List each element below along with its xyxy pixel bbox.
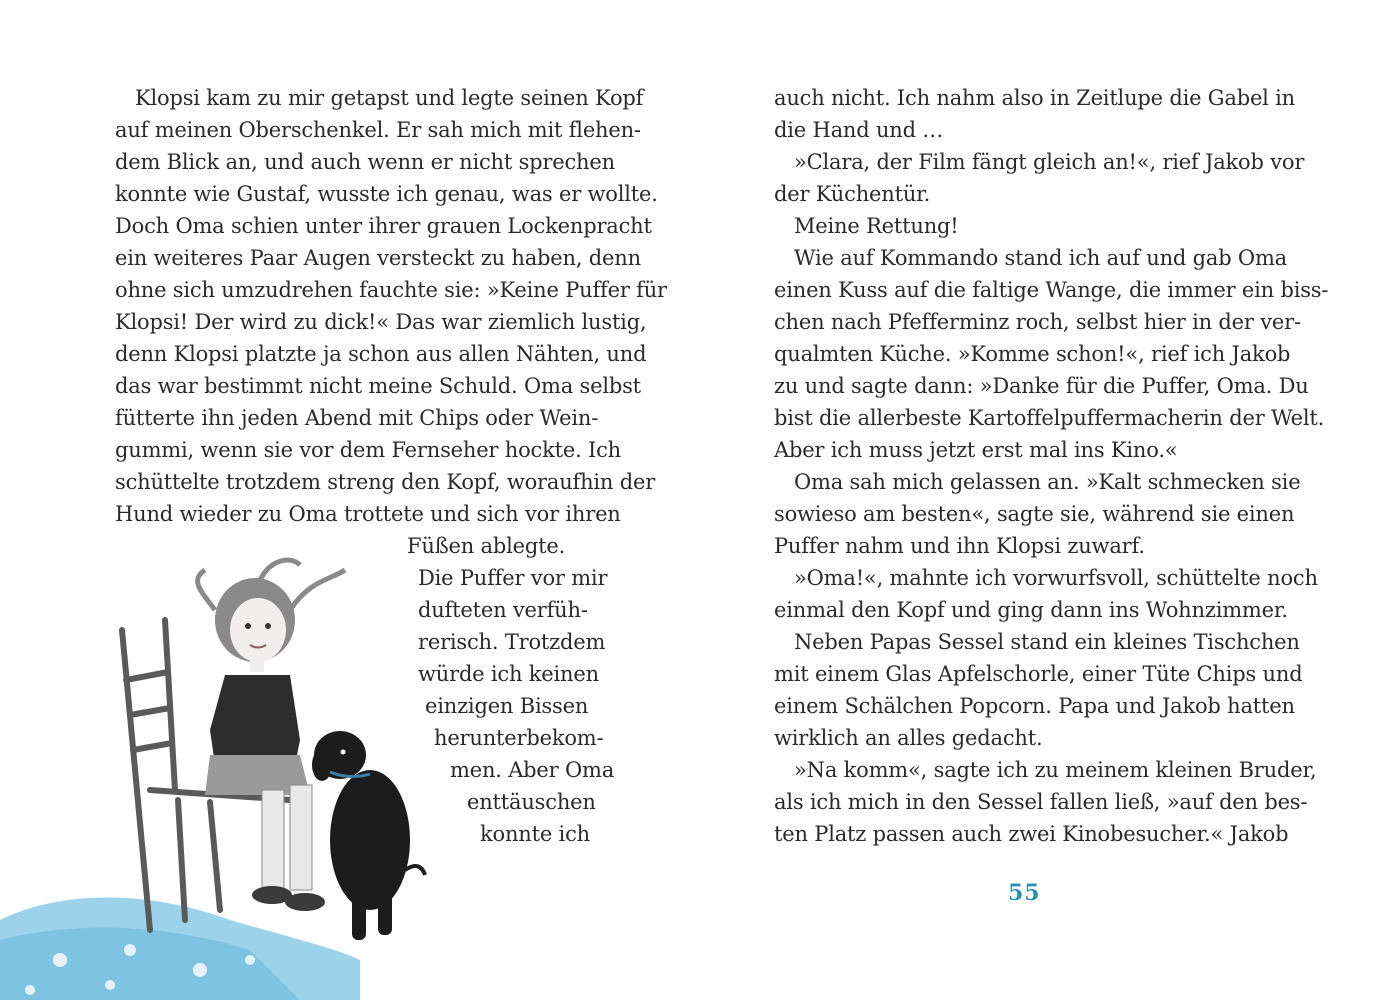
text-line: schüttelte trotzdem streng den Kopf, woraufhin der [115,470,656,494]
girl-with-dog-illustration [0,540,440,1000]
text-line: einmal den Kopf und ging dann ins Wohnzimmer. [774,598,1288,622]
text-line: Klopsi kam zu mir getapst und legte seinen Kopf [135,86,644,110]
text-line: konnte wie Gustaf, wusste ich genau, was er wollte. [115,182,658,206]
dog-illustration [312,731,425,940]
wrap-text-line: enttäuschen [467,790,596,814]
wrap-text-line: einzigen Bissen [425,694,589,718]
text-line: Neben Papas Sessel stand ein kleines Tischchen [794,630,1300,654]
text-line: ein weiteres Paar Augen versteckt zu haben, denn [115,246,641,270]
text-line: Meine Rettung! [794,214,959,238]
wrap-text-line: rerisch. Trotzdem [418,630,606,654]
text-line: als ich mich in den Sessel fallen ließ, »auf den bes- [774,790,1308,814]
left-page [0,0,690,1000]
text-line: zu und sagte dann: »Danke für die Puffer, Oma. Du [774,374,1309,398]
text-line: chen nach Pfefferminz roch, selbst hier in der ver- [774,310,1301,334]
text-line: Klopsi! Der wird zu dick!« Das war ziemlich lustig, [115,310,647,334]
text-line: wirklich an alles gedacht. [774,726,1043,750]
wrap-text-line: Die Puffer vor mir [418,566,608,590]
text-line: qualmten Küche. »Komme schon!«, rief ich Jakob [774,342,1291,366]
right-page [690,0,1381,1000]
text-line: auch nicht. Ich nahm also in Zeitlupe die Gabel in [774,86,1296,110]
text-line: die Hand und … [774,118,944,142]
text-line: »Clara, der Film fängt gleich an!«, rief Jakob vor [794,150,1305,174]
text-line: einem Schälchen Popcorn. Papa und Jakob hatten [774,694,1295,718]
wrap-text-line: men. Aber Oma [450,758,615,782]
text-line: einen Kuss auf die faltige Wange, die immer ein biss- [774,278,1329,302]
text-line: bist die allerbeste Kartoffelpuffermacherin der Welt. [774,406,1325,430]
girl-illustration [198,560,345,911]
text-line: Oma sah mich gelassen an. »Kalt schmecken sie [794,470,1301,494]
text-line: Aber ich muss jetzt erst mal ins Kino.« [774,438,1178,462]
text-line: Puffer nahm und ihn Klopsi zuwarf. [774,534,1145,558]
text-line: Doch Oma schien unter ihrer grauen Lockenpracht [115,214,652,238]
text-line: denn Klopsi platzte ja schon aus allen Nähten, und [115,342,647,366]
text-line: dem Blick an, und auch wenn er nicht sprechen [115,150,615,174]
wrap-text-line: dufteten verfüh- [418,598,588,622]
text-line: gummi, wenn sie vor dem Fernseher hockte. Ich [115,438,622,462]
wrap-text-line: herunterbekom- [434,726,604,750]
text-line: sowieso am besten«, sagte sie, während sie einen [774,502,1295,526]
wrap-text-line: Füßen ablegte. [407,534,566,558]
text-line: Wie auf Kommando stand ich auf und gab Oma [794,246,1287,270]
text-line: das war bestimmt nicht meine Schuld. Oma selbst [115,374,641,398]
text-line: »Oma!«, mahnte ich vorwurfsvoll, schüttelte noch [794,566,1318,590]
wrap-text-line: würde ich keinen [418,662,599,686]
wrap-text-line: konnte ich [480,822,590,846]
text-line: ohne sich umzudrehen fauchte sie: »Keine Puffer für [115,278,667,302]
text-line: mit einem Glas Apfelschorle, einer Tüte Chips und [774,662,1303,686]
text-line: »Na komm«, sagte ich zu meinem kleinen Bruder, [794,758,1317,782]
text-line: fütterte ihn jeden Abend mit Chips oder Wein- [115,406,599,430]
text-line: auf meinen Oberschenkel. Er sah mich mit flehen- [115,118,641,142]
text-line: der Küchentür. [774,182,931,206]
page-number: 55 [1008,880,1041,906]
text-line: Hund wieder zu Oma trottete und sich vor ihren [115,502,621,526]
text-line: ten Platz passen auch zwei Kinobesucher.« Jakob [774,822,1289,846]
